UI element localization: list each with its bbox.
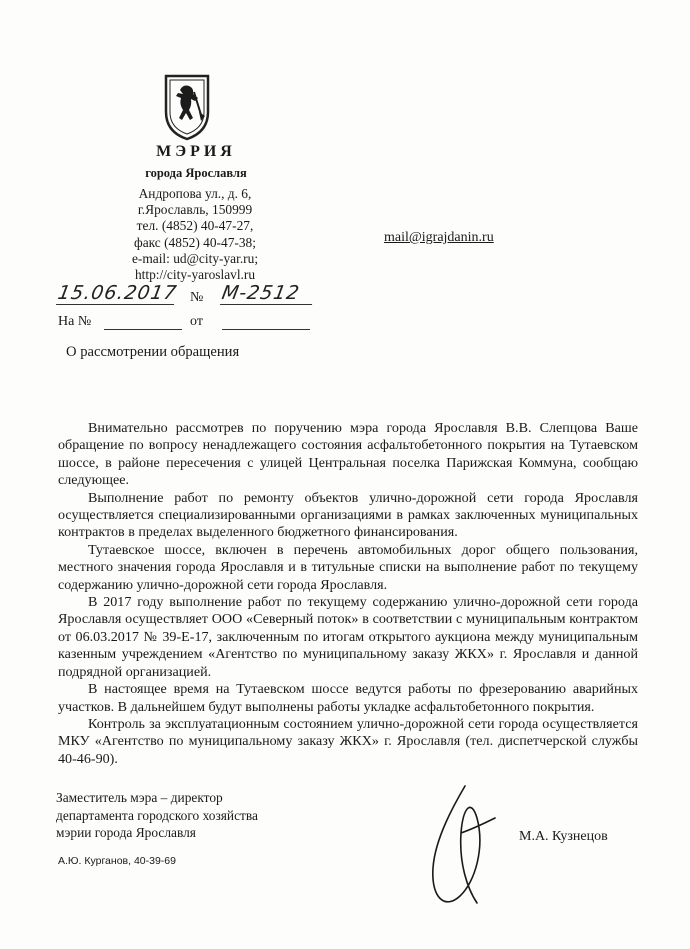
org-title: МЭРИЯ [156, 143, 236, 160]
body-paragraph: Тутаевское шоссе, включен в перечень автомобильных дорог общего пользования, местного значения города Ярославля и в титульные списки на выполнение работ по текущему содержанию улично-дорожной сети города Ярославля. [58, 541, 638, 593]
body-paragraph: В настоящее время на Тутаевском шоссе ведутся работы по фрезерованию аварийных участков. В дальнейшем будут выполнены работы укладке асфальтобетонного покрытия. [58, 681, 638, 715]
position-line: Заместитель мэра – директор [56, 790, 223, 805]
executor-contact: А.Ю. Курганов, 40-39-69 [58, 855, 176, 867]
recipient-email: mail@igrajdanin.ru [384, 230, 494, 245]
address-line: Андропова ул., д. 6, [138, 186, 252, 201]
handwritten-signature [405, 778, 515, 918]
org-address [100, 186, 290, 283]
number-sign: № [190, 290, 204, 305]
org-subtitle: города Ярославля [145, 166, 247, 180]
phone-line: тел. (4852) 40-47-27, [136, 218, 254, 234]
from-blank [222, 328, 310, 330]
position-line: мэрии города Ярославля [56, 825, 196, 840]
fax-line: факс (4852) 40-47-38; [134, 234, 256, 250]
registration-number: М-2512 [220, 282, 316, 305]
coat-of-arms-icon [158, 72, 216, 142]
address-line: г.Ярославль, 150999 [137, 202, 253, 218]
signatory-name: М.А. Кузнецов [519, 829, 608, 844]
registration-date: 15.06.2017 [56, 282, 179, 304]
signatory-position [56, 789, 258, 842]
from-label: от [190, 314, 203, 329]
letter-body [58, 420, 638, 768]
body-paragraph: Выполнение работ по ремонту объектов улично-дорожной сети города Ярославля осуществляется специализированными организациями в рамках заключенных муниципальных контрактов в пределах выделенного бюджетного финансирования. [58, 489, 638, 541]
email-line: e-mail: ud@city-yar.ru; [131, 250, 259, 266]
body-paragraph: В 2017 году выполнение работ по текущему содержанию улично-дорожной сети города Ярославля осуществляет ООО «Северный поток» в соответствии с муниципальным контрактом от 06.03.2017 № 39-Е-17, заключенным по итогам открытого аукциона между муниципальным казенным учреждением «Агентство по муниципальному заказу ЖКХ» г. Ярославля и данной подрядной организацией. [58, 594, 638, 680]
in-reply-label: На № [58, 314, 92, 329]
position-line: департамента городского хозяйства [56, 807, 258, 823]
website-line: http://city-yaroslavl.ru [134, 267, 256, 283]
letter-subject: О рассмотрении обращения [66, 344, 240, 360]
body-paragraph: Контроль за эксплуатационным состоянием улично-дорожной сети города осуществляется МКУ «Агентство по муниципальному заказу ЖКХ» г. Ярославля (тел. диспетчерской службы 40-46-90). [58, 715, 638, 767]
in-reply-blank [104, 328, 182, 330]
body-paragraph: Внимательно рассмотрев по поручению мэра города Ярославля В.В. Слепцова Ваше обращение по вопросу ненадлежащего состояния асфальтобетонного покрытия на Тутаевском шоссе, в районе пересечения с улицей Центральная поселка Парижская Коммуна, сообщаю следующее. [58, 420, 638, 489]
